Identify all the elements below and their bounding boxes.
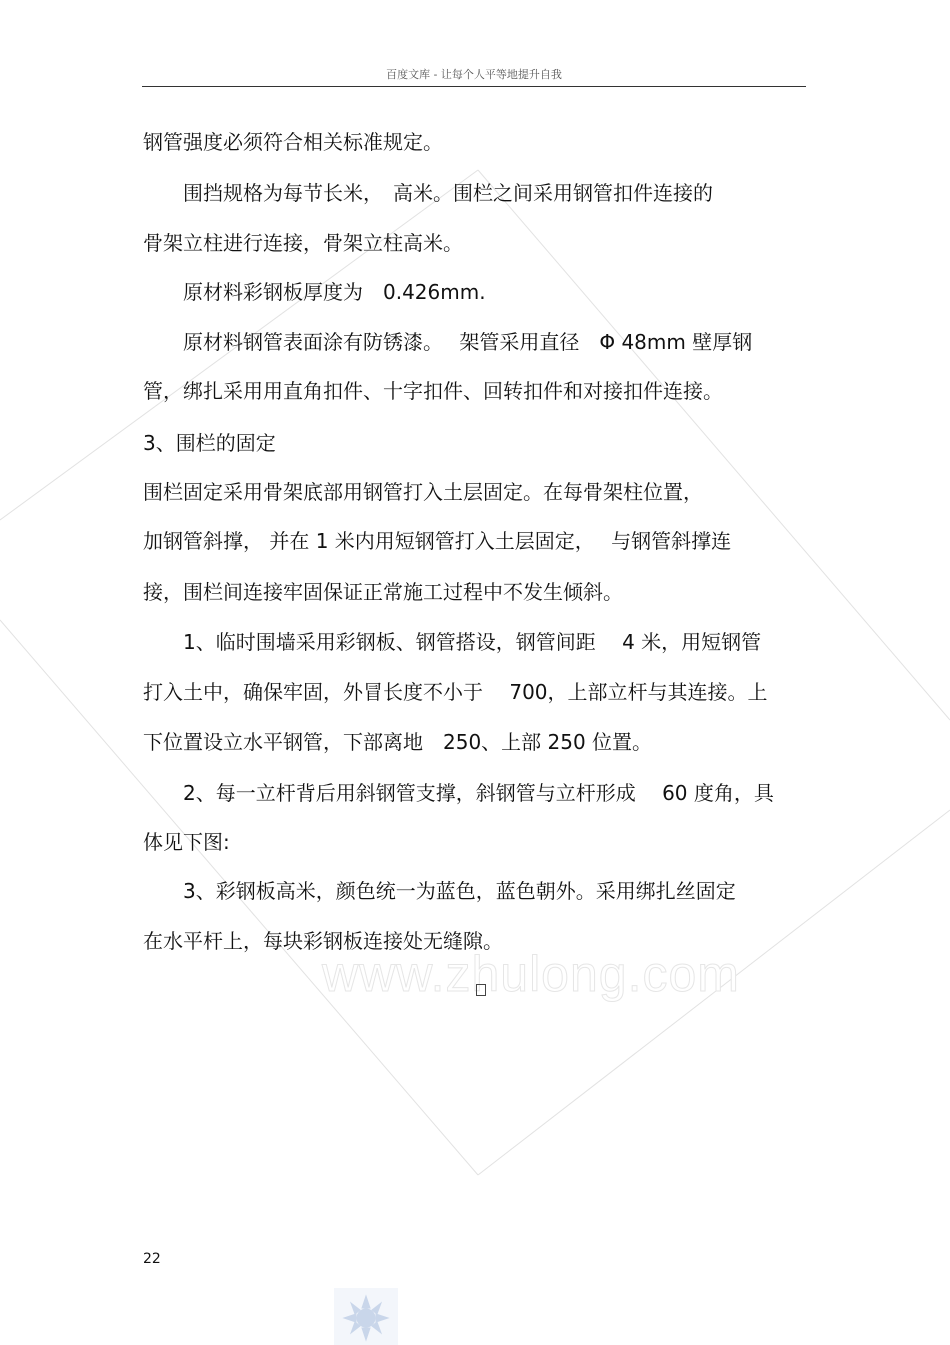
page-number: 22 (143, 1251, 161, 1267)
paragraph-line: 原材料彩钢板厚度为 0.426mm. (143, 280, 486, 304)
paragraph-line: 围栏固定采用骨架底部用钢管打入土层固定。在每骨架柱位置， (143, 480, 703, 504)
paragraph-line: 2、每一立杆背后用斜钢管支撑，斜钢管与立杆形成 60 度角，具 (143, 781, 774, 805)
paragraph-line: 管，绑扎采用用直角扣件、十字扣件、回转扣件和对接扣件连接。 (143, 379, 723, 403)
header-rule (142, 86, 806, 87)
paragraph-line: 围挡规格为每节长米， 高米。围栏之间采用钢管扣件连接的 (143, 181, 713, 205)
paragraph-line: 体见下图: (143, 830, 230, 854)
paragraph-line: 3、彩钢板高米，颜色统一为蓝色，蓝色朝外。采用绑扎丝固定 (143, 879, 736, 903)
section-heading: 3、围栏的固定 (143, 431, 276, 455)
paragraph-line: 下位置设立水平钢管，下部离地 250、上部 250 位置。 (143, 730, 653, 754)
watermark-text: www.zhulong.com (322, 946, 740, 1002)
paragraph-line: 原材料钢管表面涂有防锈漆。 架管采用直径 Φ 48mm 壁厚钢 (143, 330, 753, 354)
paragraph-line: 在水平杆上，每块彩钢板连接处无缝隙。 (143, 929, 503, 953)
page-header: 百度文库 - 让每个人平等地提升自我 (386, 68, 562, 81)
paragraph-line: 骨架立柱进行连接，骨架立柱高米。 (143, 231, 463, 255)
paragraph-line: 1、临时围墙采用彩钢板、钢管搭设，钢管间距 4 米，用短钢管 (143, 630, 762, 654)
figure-placeholder-box (476, 984, 486, 996)
paragraph-line: 接，围栏间连接牢固保证正常施工过程中不发生倾斜。 (143, 580, 623, 604)
paragraph-line: 加钢管斜撑， 并在 1 米内用短钢管打入土层固定， 与钢管斜撑连 (143, 529, 732, 553)
zhulong-logo-icon (334, 1288, 398, 1345)
paragraph-line: 钢管强度必须符合相关标准规定。 (143, 130, 443, 154)
paragraph-line: 打入土中，确保牢固，外冒长度不小于 700，上部立杆与其连接。上 (143, 680, 768, 704)
